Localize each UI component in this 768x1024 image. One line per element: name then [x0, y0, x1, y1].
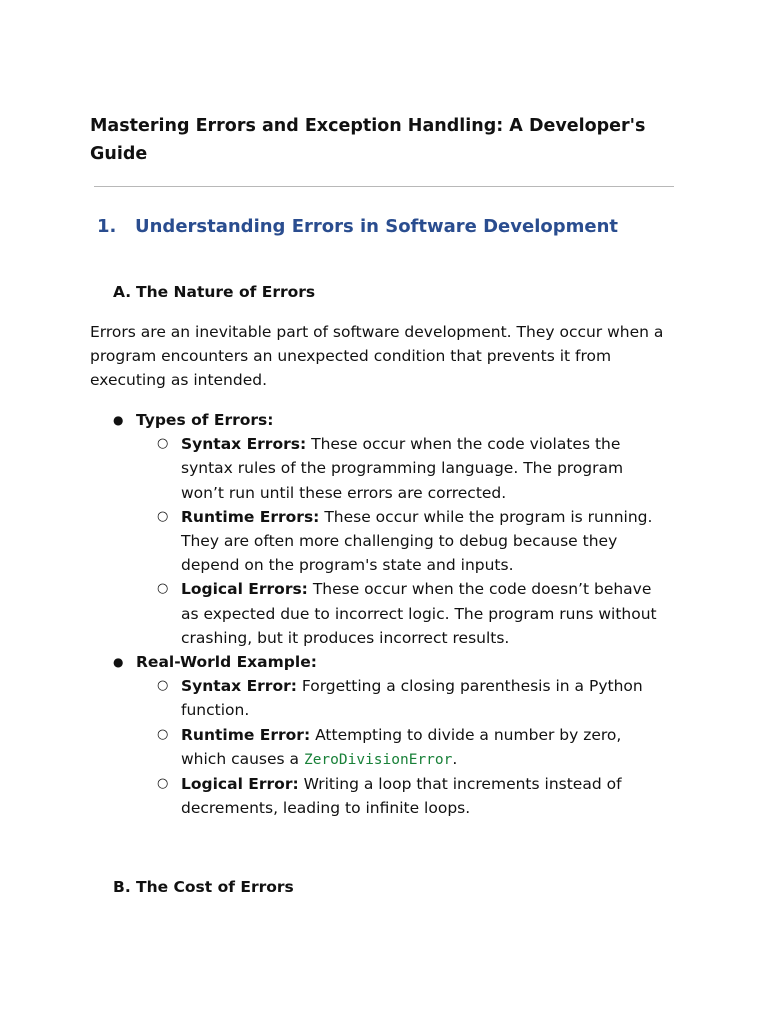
term-label: Runtime Error: — [181, 725, 311, 744]
term-description: These occur when the code violates the syntax rules of the programming language. The program won’t run until these errors are corrected. — [181, 435, 624, 502]
term-label: Syntax Errors: — [181, 435, 307, 454]
hollow-bullet-icon: ○ — [157, 581, 169, 597]
subsection-heading-b — [113, 875, 294, 899]
sub-list-item-syntax-errors — [0, 432, 671, 505]
subsection-title-a: The Nature of Errors — [136, 283, 316, 301]
section-title: Understanding Errors in Software Development — [135, 216, 619, 237]
section-heading-1 — [97, 213, 618, 241]
term-description-end: . — [452, 749, 458, 768]
sub-list-item-logical-errors — [0, 577, 671, 650]
term-label: Syntax Error: — [181, 677, 297, 696]
subsection-heading-a — [113, 280, 315, 304]
document-title: Mastering Errors and Exception Handling: A Developer's Guide — [90, 116, 646, 164]
section-number: 1. — [97, 216, 117, 237]
term-description: Attempting to divide a number by zero, which causes a — [181, 725, 622, 768]
term-description: These occur when the code doesn’t behave as expected due to incorrect logic. The program runs without crashing, but it produces incorrect results. — [181, 580, 657, 647]
list-item-label: Types of Errors: — [136, 411, 274, 429]
list-item-types-of-errors — [0, 408, 768, 650]
list-item-label: Real-World Example: — [136, 653, 317, 672]
hollow-bullet-icon: ○ — [157, 436, 169, 452]
intro-paragraph: Errors are an inevitable part of software development. They occur when a program encounters an unexpected condition that prevents it from executing as intended. — [90, 323, 664, 390]
term-label: Logical Error: — [181, 775, 299, 794]
hollow-bullet-icon: ○ — [157, 726, 169, 742]
sub-list-examples — [136, 674, 768, 820]
bullet-list — [0, 408, 768, 820]
sub-list-item-logical-error-example — [0, 772, 671, 820]
term-description: Writing a loop that increments instead of decrements, leading to infinite loops. — [181, 775, 622, 818]
list-item-real-world-example — [0, 650, 768, 820]
filled-bullet-icon: ● — [113, 413, 124, 427]
term-description: These occur while the program is running. They are often more challenging to debug because they depend on the program's state and inputs. — [181, 507, 653, 575]
term-description: Forgetting a closing parenthesis in a Python function. — [181, 677, 643, 720]
sub-list-item-runtime-error-example — [0, 723, 671, 772]
hollow-bullet-icon: ○ — [157, 508, 169, 524]
hollow-bullet-icon: ○ — [157, 678, 169, 694]
subsection-letter-a: A. — [113, 283, 132, 301]
inline-code: ZeroDivisionError — [303, 751, 453, 768]
subsection-letter-b: B. — [113, 878, 131, 896]
filled-bullet-icon: ● — [113, 655, 124, 670]
hollow-bullet-icon: ○ — [157, 776, 169, 792]
term-label: Logical Errors: — [181, 580, 308, 599]
sub-list-item-syntax-error-example — [0, 674, 671, 722]
horizontal-divider — [94, 186, 674, 187]
subsection-title-b: The Cost of Errors — [136, 878, 294, 896]
sub-list-types — [136, 432, 768, 650]
term-label: Runtime Errors: — [181, 507, 320, 526]
sub-list-item-runtime-errors — [0, 505, 671, 578]
